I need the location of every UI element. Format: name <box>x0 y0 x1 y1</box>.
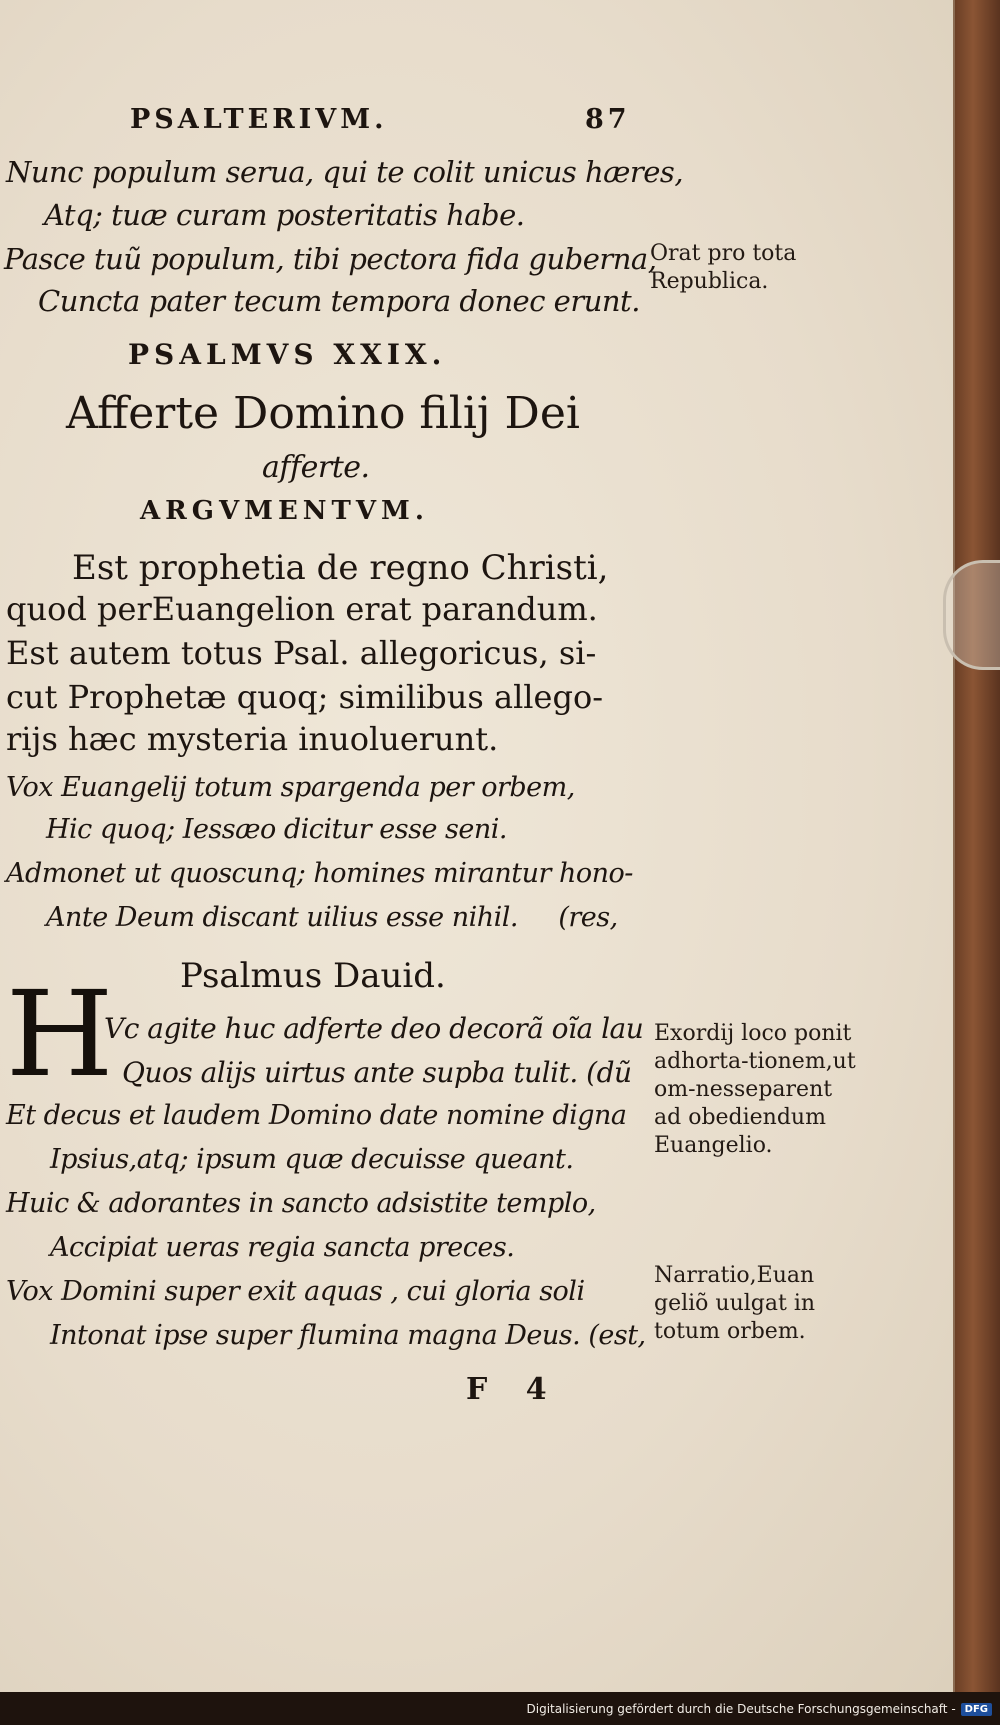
psalm-line: Quos alijs uirtus ante supba tulit. (dũ <box>122 1056 632 1089</box>
dfg-logo-icon: DFG <box>961 1703 992 1716</box>
psalm-line: Ipsius,atq; ipsum quæ decuisse queant. <box>50 1144 574 1175</box>
verse-line: Vox Euangelij totum spargenda per orbem, <box>6 772 575 803</box>
verse-line: Ante Deum discant uilius esse nihil. (res, <box>46 902 618 933</box>
book-binding <box>955 0 1000 1692</box>
margin-note: Orat pro tota Republica. <box>650 241 797 294</box>
argument-line: cut Prophetæ quoq; similibus allego- <box>6 678 604 716</box>
argument-heading: ARGVMENTVM. <box>140 496 429 526</box>
psalm-title: Psalmus Dauid. <box>180 956 446 996</box>
psalm-line: Accipiat ueras regia sancta preces. <box>50 1232 515 1263</box>
verse-line: Atq; tuæ curam posteritatis habe. <box>44 198 525 232</box>
verse-line: Nunc populum serua, qui te colit unicus hæres, <box>6 155 684 189</box>
psalm-line: Vox Domini super exit aquas , cui gloria soli <box>6 1276 585 1307</box>
argument-line: Est prophetia de regno Christi, <box>72 548 609 588</box>
psalm-line: Intonat ipse super flumina magna Deus. (est, <box>50 1320 646 1351</box>
page-clip <box>943 560 1000 670</box>
psalm-incipit: Afferte Domino filij Dei <box>66 388 580 439</box>
margin-note: Exordij loco ponit adhorta-tionem,ut om-nesseparent ad obediendum Euangelio. <box>654 1021 856 1158</box>
psalm-heading: PSALMVS XXIX. <box>128 338 447 371</box>
verse-line: Admonet ut quoscunq; homines mirantur hono- <box>6 858 633 889</box>
argument-line: Est autem totus Psal. allegoricus, si- <box>6 634 597 672</box>
verse-line: Pasce tuũ populum, tibi pectora fida guberna, <box>4 242 657 276</box>
credit-text: Digitalisierung gefördert durch die Deutsche Forschungsgemeinschaft - <box>526 1702 956 1716</box>
page-number: 87 <box>585 104 631 135</box>
running-title: PSALTERIVM. <box>130 104 388 135</box>
digitization-credit <box>527 1702 993 1716</box>
verse-line: Cuncta pater tecum tempora donec erunt. <box>38 284 640 318</box>
psalm-line: Huic & adorantes in sancto adsistite templo, <box>6 1188 596 1219</box>
argument-line: rijs hæc mysteria inuoluerunt. <box>6 720 499 758</box>
margin-note: Narratio,Euan geliõ uulgat in totum orbem. <box>654 1263 816 1344</box>
verse-line: Hic quoq; Iessæo dicitur esse seni. <box>46 814 507 845</box>
psalm-line: Et decus et laudem Domino date nomine digna <box>6 1100 627 1131</box>
signature-mark: F 4 <box>466 1372 561 1407</box>
psalm-line: Vc agite huc adferte deo decorã oĩa lau <box>104 1012 644 1045</box>
psalm-incipit-continued: afferte. <box>262 450 370 485</box>
drop-cap-initial: H <box>5 965 114 1103</box>
argument-line: quod perEuangelion erat parandum. <box>6 590 598 628</box>
